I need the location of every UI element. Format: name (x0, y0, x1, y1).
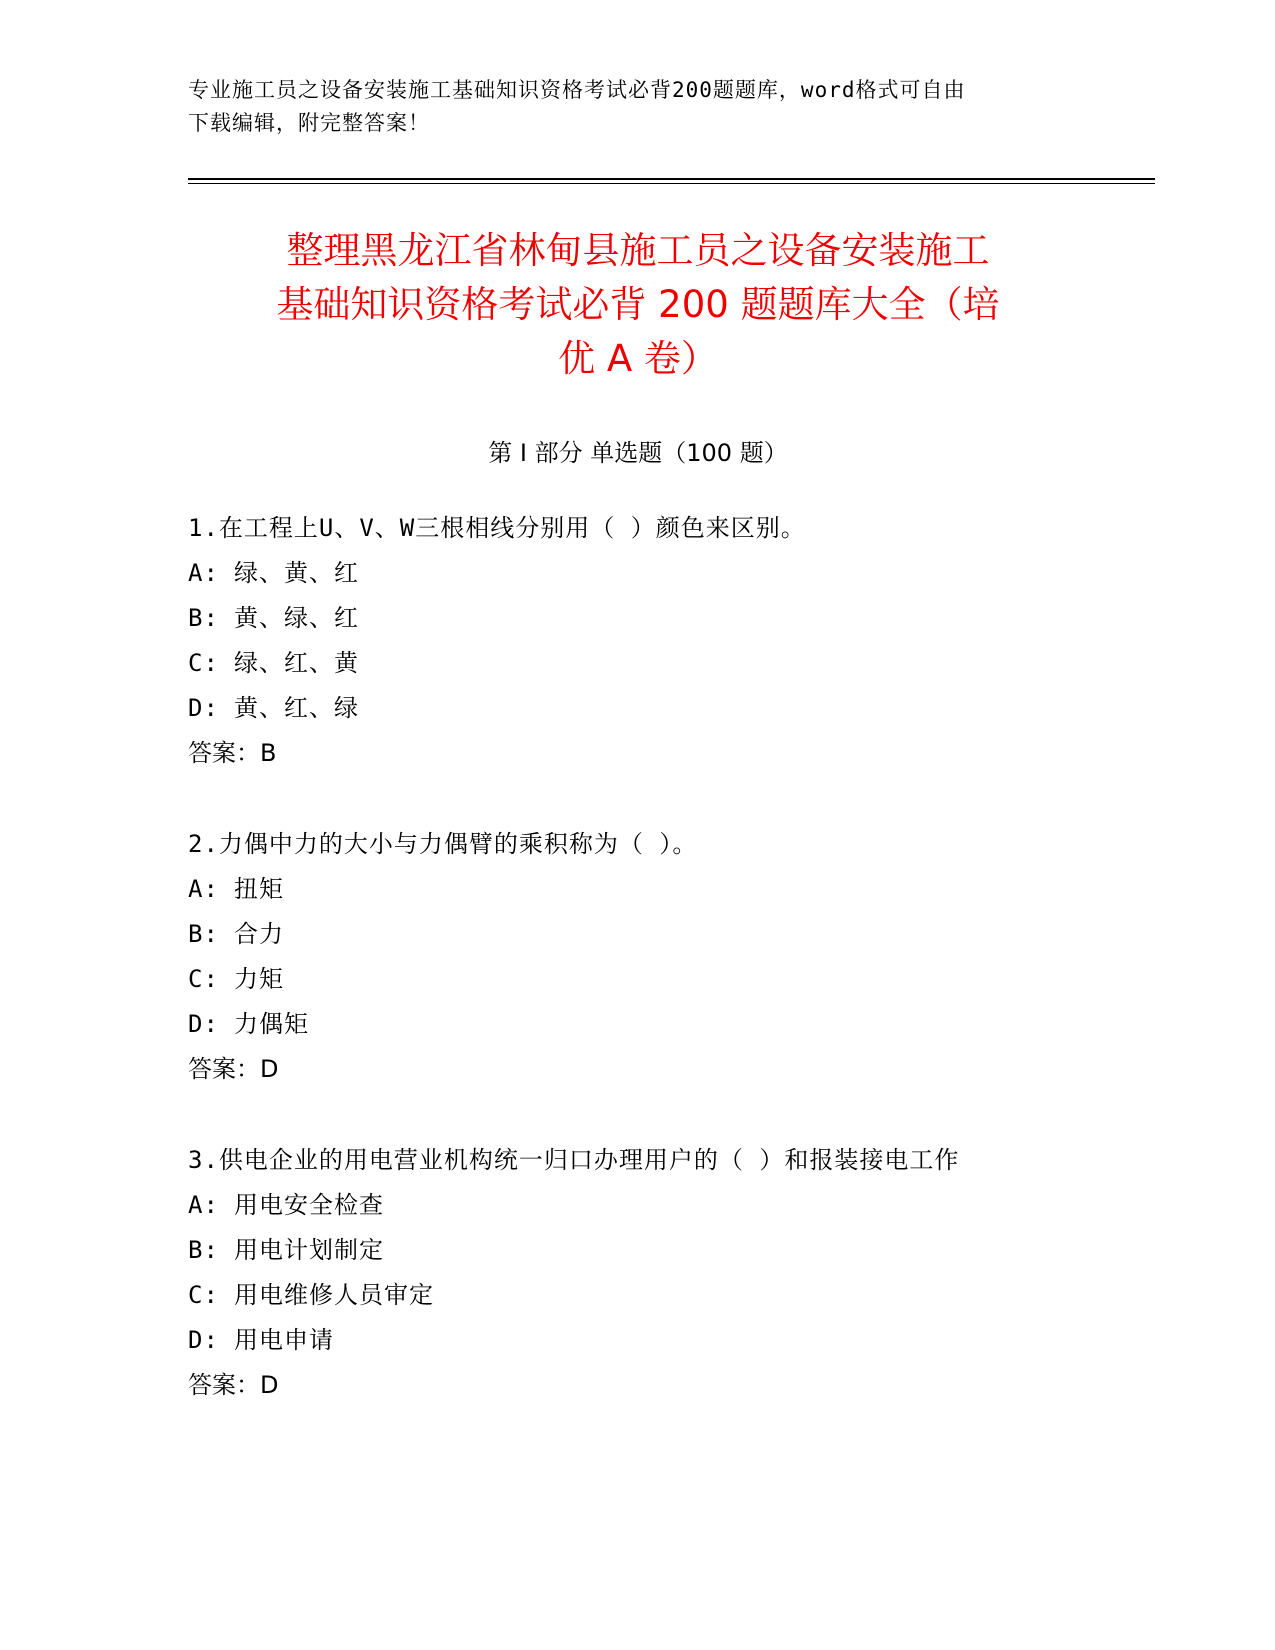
option-letter: D: (188, 694, 219, 722)
option-c (188, 957, 1148, 1002)
question-stem: 3.供电企业的用电营业机构统一归口办理用户的（ ）和报装接电工作 (188, 1146, 960, 1174)
document-title (188, 224, 1088, 386)
option-letter: C: (188, 649, 219, 677)
option-letter: A: (188, 559, 219, 587)
option-b (188, 912, 1148, 957)
option-letter: C: (188, 1281, 219, 1309)
document-title-line-3: 优 A 卷） (558, 337, 718, 380)
question-stem: 2.力偶中力的大小与力偶臂的乘积称为（ ）。 (188, 830, 698, 858)
option-text: 扭矩 (234, 875, 284, 903)
option-text: 黄、红、绿 (234, 694, 359, 722)
option-text: 黄、绿、红 (234, 604, 359, 632)
question-1 (188, 506, 1148, 776)
option-a (188, 551, 1148, 596)
option-text: 合力 (234, 920, 284, 948)
header-note (188, 74, 1088, 140)
option-text: 用电维修人员审定 (234, 1281, 434, 1309)
question-stem: 1.在工程上U、V、W三根相线分别用（ ）颜色来区别。 (188, 514, 806, 542)
option-d (188, 1002, 1148, 1047)
option-letter: B: (188, 920, 219, 948)
question-3 (188, 1138, 1148, 1408)
option-c (188, 1273, 1148, 1318)
option-letter: D: (188, 1326, 219, 1354)
header-note-line-2: 下载编辑，附完整答案！ (188, 111, 430, 135)
option-letter: A: (188, 1191, 219, 1219)
option-d (188, 686, 1148, 731)
option-letter: B: (188, 604, 219, 632)
option-d (188, 1318, 1148, 1363)
option-text: 用电计划制定 (234, 1236, 384, 1264)
option-letter: B: (188, 1236, 219, 1264)
document-title-line-1: 整理黑龙江省林甸县施工员之设备安装施工 (286, 229, 990, 272)
header-divider-thick (188, 178, 1155, 180)
answer-line: 答案：B (188, 739, 277, 767)
option-b (188, 1228, 1148, 1273)
option-a (188, 867, 1148, 912)
header-divider-thin (188, 183, 1155, 184)
option-letter: C: (188, 965, 219, 993)
option-text: 力矩 (234, 965, 284, 993)
option-text: 用电申请 (234, 1326, 334, 1354)
option-text: 力偶矩 (234, 1010, 309, 1038)
question-2 (188, 822, 1148, 1092)
option-text: 绿、黄、红 (234, 559, 359, 587)
option-a (188, 1183, 1148, 1228)
document-title-line-2: 基础知识资格考试必背 200 题题库大全（培 (276, 283, 1000, 326)
option-text: 绿、红、黄 (234, 649, 359, 677)
option-b (188, 596, 1148, 641)
option-letter: D: (188, 1010, 219, 1038)
option-text: 用电安全检查 (234, 1191, 384, 1219)
answer-line: 答案：D (188, 1371, 279, 1399)
option-c (188, 641, 1148, 686)
header-note-line-1: 专业施工员之设备安装施工基础知识资格考试必背200题题库，word格式可自由 (188, 78, 966, 102)
answer-line: 答案：D (188, 1055, 279, 1083)
option-letter: A: (188, 875, 219, 903)
section-title: 第 I 部分 单选题（100 题） (488, 439, 788, 467)
